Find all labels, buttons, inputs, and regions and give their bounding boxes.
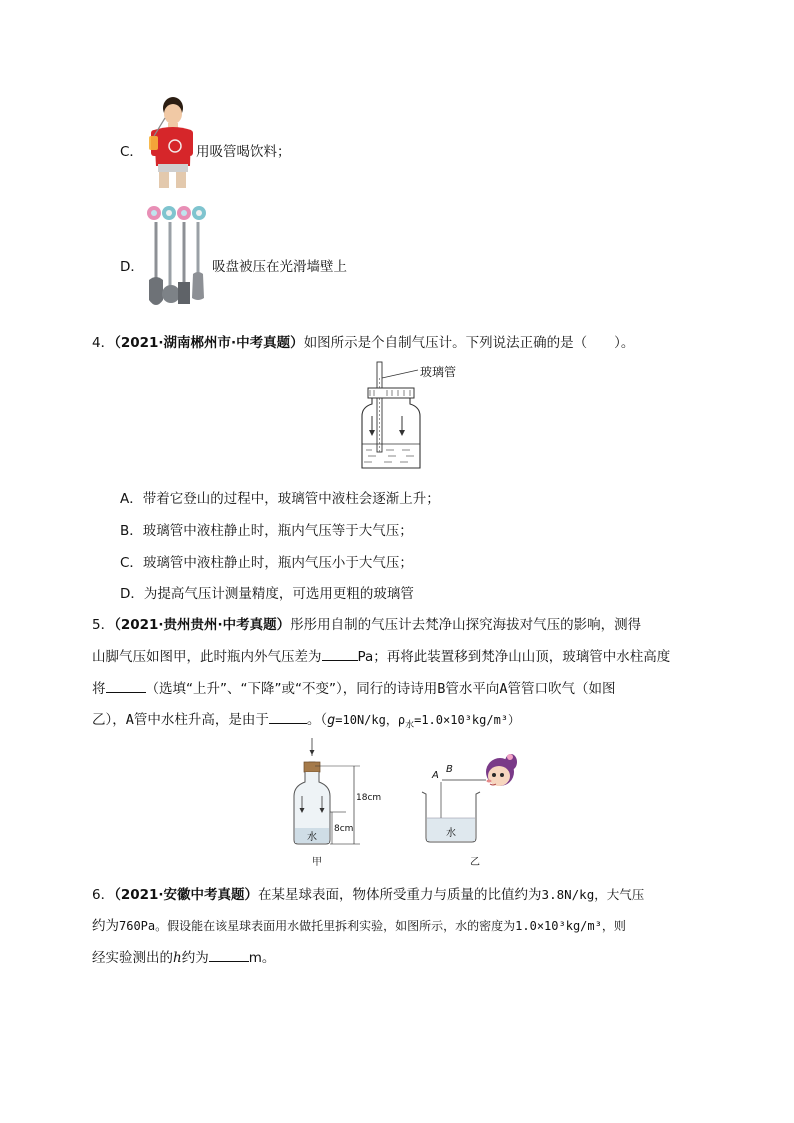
jia-water-height: 8cm xyxy=(334,824,354,834)
figure-jia-caption: 甲 xyxy=(312,857,322,868)
barometer-figure xyxy=(358,360,468,472)
jia-column-height: 18cm xyxy=(356,793,382,803)
q4-option-c: C．玻璃管中液柱静止时，瓶内气压小于大气压； xyxy=(120,555,413,571)
question-6-line-3: 经实验测出的h约为 m。 xyxy=(92,950,276,966)
question-5-line-3: 将 （选填“上升”、“下降”或“不变”），同行的诗诗用B管水平向A管管口吹气（如图 xyxy=(92,681,616,697)
answer-blank-pressure-difference[interactable] xyxy=(322,648,358,661)
answer-blank-reason[interactable] xyxy=(269,711,307,724)
question-5-line-4: 乙），A管中水柱升高，是由于 。（g=10N/kg，$\rho_水=1.0\times 10^3kg/m^3$） xyxy=(92,712,521,731)
q4-option-d: D．为提高气压计测量精度，可选用更粗的玻璃管 xyxy=(120,586,414,602)
question-5-line-2: 山脚气压如图甲，此时瓶内外气压差为 Pa；再将此装置移到梵净山山顶，玻璃管中水柱高度 xyxy=(92,649,671,665)
question-6-line-2: 约为760Pa。假设能在该星球表面用水做托里拆利实验，如图所示，水的密度为1.0×10³kg/m³，则 xyxy=(92,918,626,934)
q4-option-b: B．玻璃管中液柱静止时，瓶内气压等于大气压； xyxy=(120,523,413,539)
question-5-number: 5． xyxy=(92,617,115,633)
question-4-source: （2021·湖南郴州市·中考真题） xyxy=(114,335,304,351)
q4-option-a: A．带着它登山的过程中，玻璃管中液柱会逐渐上升； xyxy=(120,491,440,507)
glass-tube-label: 玻璃管 xyxy=(420,365,457,379)
question-4-stem xyxy=(92,331,634,351)
option-c-letter: C． xyxy=(120,144,143,160)
question-5-line-1: 5．（2021·贵州贵州·中考真题）彤彤用自制的气压计去梵净山探究海拔对气压的影响，测得 xyxy=(92,617,642,633)
yi-label-b: B xyxy=(446,764,453,775)
question-4-number: 4． xyxy=(92,335,115,351)
yi-water-label: 水 xyxy=(446,828,456,839)
answer-blank-water-column[interactable] xyxy=(106,680,146,693)
option-c-text: 用吸管喝饮料； xyxy=(196,144,291,160)
question-4-text: 如图所示是个自制气压计。下列说法正确的是（ ）。 xyxy=(303,335,635,351)
question-6-number: 6． xyxy=(92,887,115,903)
jia-water-label: 水 xyxy=(307,832,317,843)
question-5-source: （2021·贵州贵州·中考真题） xyxy=(114,617,291,633)
suction-hooks-image xyxy=(144,202,210,312)
question-6-line-1: 6．（2021·安徽中考真题）在某星球表面，物体所受重力与质量的比值约为3.8N/kg，大气压 xyxy=(92,887,645,903)
figure-yi-caption: 乙 xyxy=(470,857,480,868)
option-d-text: 吸盘被压在光滑墙壁上 xyxy=(212,259,347,275)
boy-drinking-image xyxy=(146,96,194,192)
answer-blank-height[interactable] xyxy=(209,949,249,962)
question-6-source: （2021·安徽中考真题） xyxy=(114,887,259,903)
option-d-letter: D． xyxy=(120,259,144,275)
yi-label-a: A xyxy=(432,770,439,781)
figure-yi-beaker xyxy=(418,748,518,850)
